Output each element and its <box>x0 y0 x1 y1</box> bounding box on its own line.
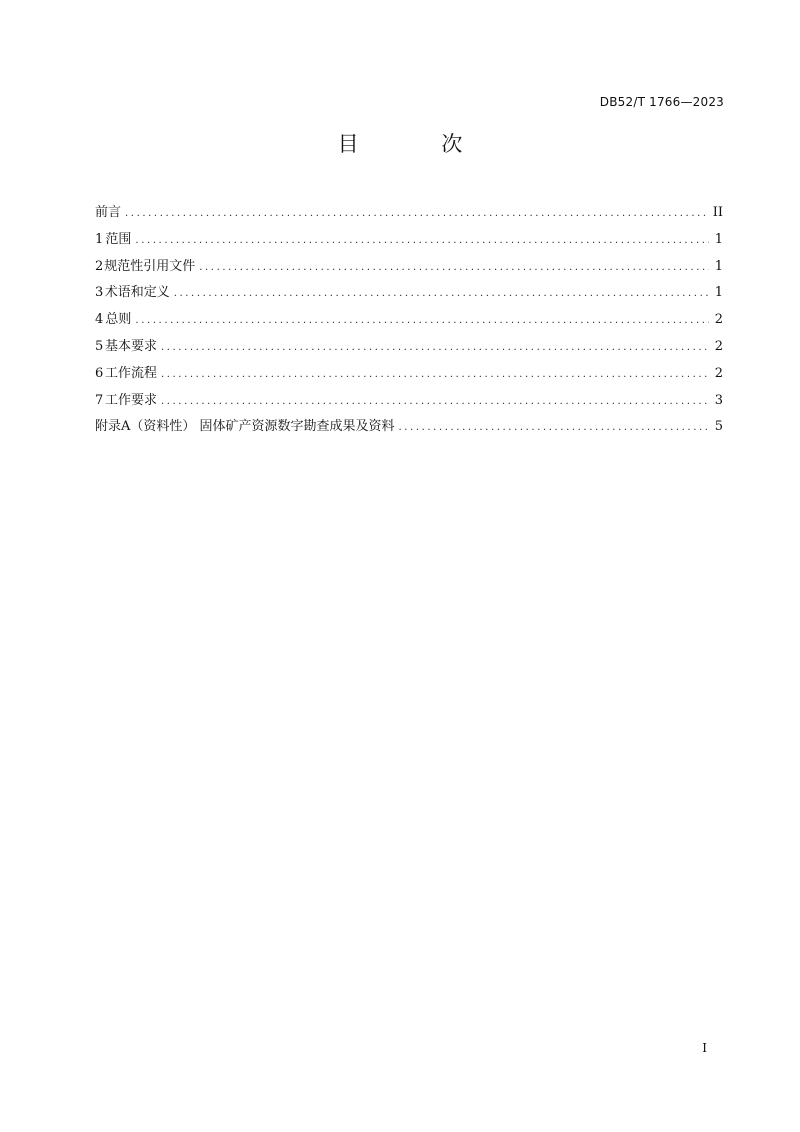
toc-dot-leader <box>161 396 709 407</box>
toc-entry-page: 1 <box>714 258 723 274</box>
toc-dot-leader <box>135 235 709 246</box>
toc-entry-text: 范围 <box>105 231 132 247</box>
toc-dot-leader <box>125 208 709 219</box>
toc-entry-text: 工作要求 <box>104 392 157 408</box>
toc-entry-number: 7 <box>95 392 104 408</box>
table-of-contents <box>95 201 723 442</box>
toc-entry-text: 规范性引用文件 <box>104 258 196 274</box>
toc-dot-leader <box>174 288 709 299</box>
toc-dot-leader <box>135 315 709 326</box>
toc-entry-text: 基本要求 <box>104 338 157 354</box>
toc-dot-leader <box>161 369 709 380</box>
toc-entry-page: II <box>712 205 723 220</box>
toc-entry-terms-definitions[interactable] <box>95 281 723 308</box>
toc-entry-number: 2 <box>95 258 104 274</box>
toc-entry-normative-references[interactable] <box>95 255 723 282</box>
toc-appendix-title: 固体矿产资源数字勘查成果及资料 <box>199 419 395 435</box>
toc-entry-scope[interactable] <box>95 228 723 255</box>
toc-entry-number: 6 <box>95 365 104 381</box>
footer-page-number: I <box>702 1041 707 1055</box>
toc-entry-basic-requirements[interactable] <box>95 335 723 362</box>
toc-dot-leader <box>161 342 709 353</box>
toc-dot-leader <box>399 422 710 433</box>
toc-entry-page: 2 <box>714 312 723 328</box>
toc-entry-text: 术语和定义 <box>104 285 170 301</box>
toc-entry-workflow[interactable] <box>95 362 723 389</box>
toc-entry-page: 1 <box>714 231 723 247</box>
toc-entry-text: 总则 <box>105 312 132 328</box>
toc-entry-page: 5 <box>714 419 723 435</box>
toc-entry-number: 3 <box>95 285 104 301</box>
toc-appendix-label: 附录A（资料性） <box>95 419 196 435</box>
toc-entry-appendix-a[interactable] <box>95 415 723 442</box>
toc-entry-foreword[interactable] <box>95 201 723 228</box>
toc-entry-general-principles[interactable] <box>95 308 723 335</box>
toc-entry-text: 工作流程 <box>104 365 157 381</box>
toc-entry-page: 3 <box>714 392 723 408</box>
toc-entry-number: 4 <box>95 312 104 328</box>
toc-dot-leader <box>199 262 709 273</box>
toc-entry-page: 2 <box>714 365 723 381</box>
page-title: 目 次 <box>337 132 501 156</box>
toc-entry-page: 2 <box>714 338 723 354</box>
toc-entry-work-requirements[interactable] <box>95 389 723 416</box>
toc-entry-page: 1 <box>714 285 723 301</box>
toc-entry-number: 1 <box>95 231 104 247</box>
toc-entry-number: 5 <box>95 338 104 354</box>
toc-entry-text: 前言 <box>95 205 122 220</box>
document-code: DB52/T 1766—2023 <box>599 95 724 109</box>
